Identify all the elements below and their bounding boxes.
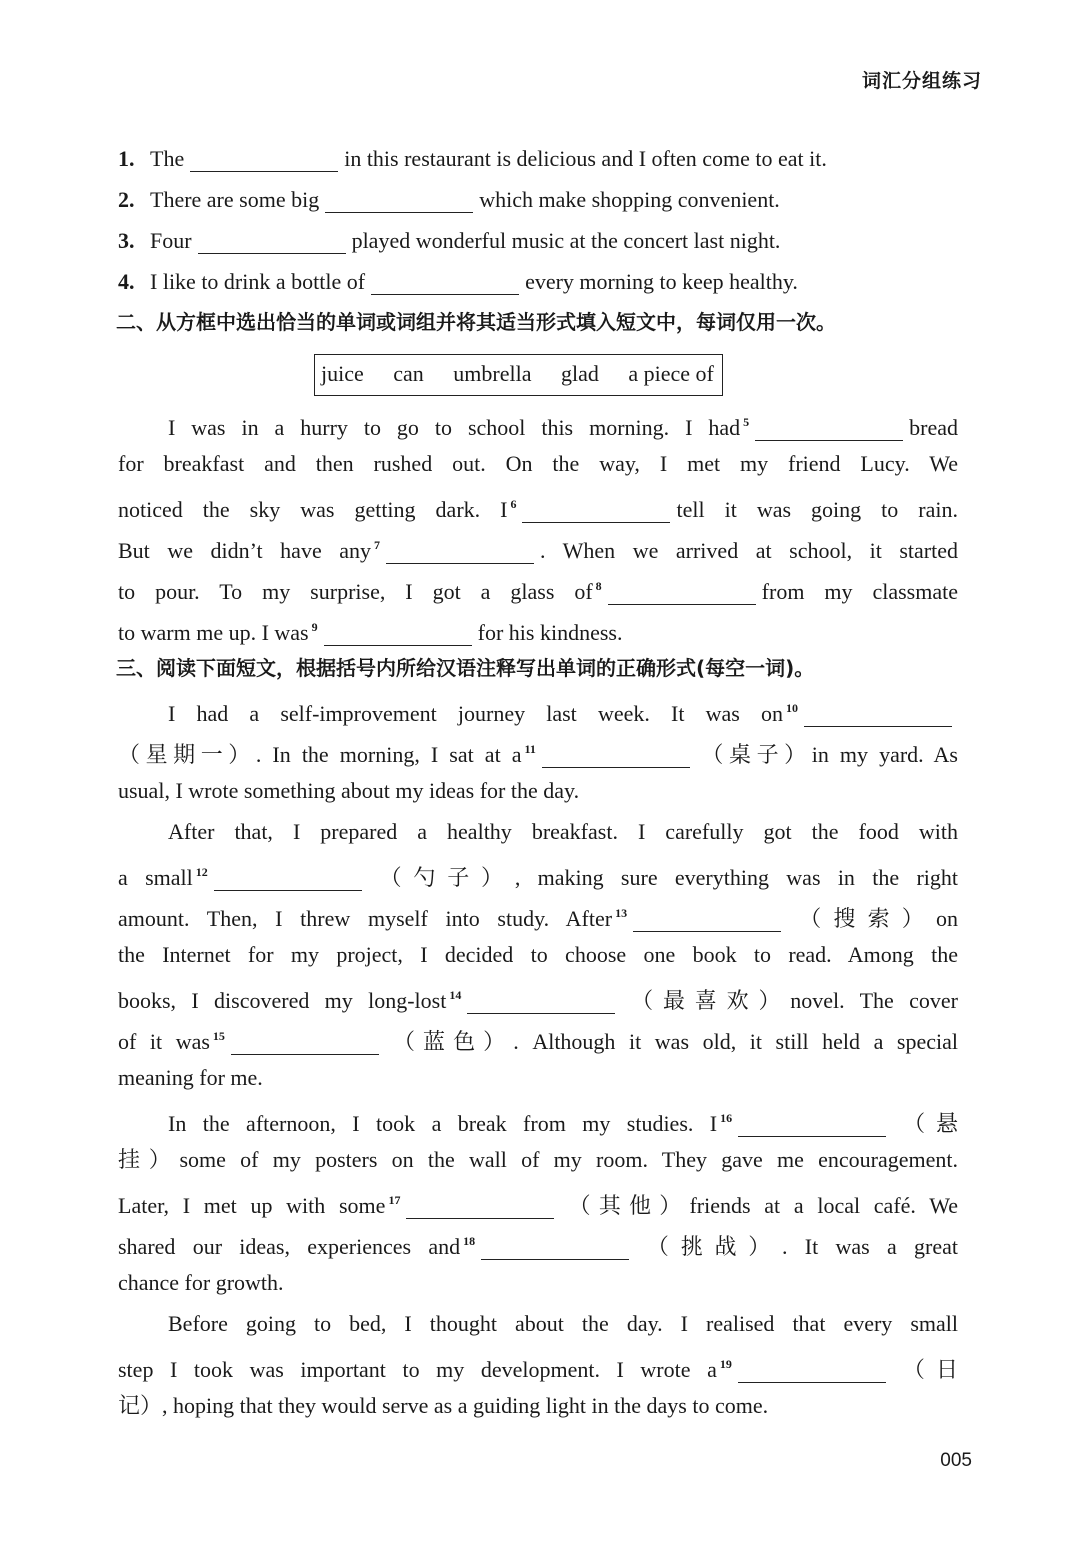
- passage-line: 挂）some of my posters on the wall of my room. They gave me encouragement.: [118, 1147, 958, 1172]
- answer-blank[interactable]: [198, 231, 346, 254]
- item-number: 2.: [118, 187, 135, 212]
- answer-blank[interactable]: [214, 868, 362, 891]
- part1-list: [118, 138, 958, 302]
- answer-blank[interactable]: [755, 418, 903, 441]
- section-3-paragraph-4: [118, 1303, 958, 1426]
- section-3-paragraph-2: [118, 811, 958, 1098]
- worksheet-content: [118, 138, 958, 1426]
- section-3-paragraph-3: [118, 1098, 958, 1303]
- passage-line: Before going to bed, I thought about the day. I realised that every small: [168, 1311, 958, 1336]
- word-bank: [314, 354, 723, 396]
- sentence-end: every morning to keep healthy.: [525, 269, 798, 294]
- section-2-passage: [118, 402, 958, 648]
- page-number: 005: [940, 1450, 972, 1471]
- answer-blank[interactable]: [738, 1360, 886, 1383]
- answer-blank[interactable]: [522, 500, 670, 523]
- answer-blank[interactable]: [386, 541, 534, 564]
- sentence-start: There are some big: [150, 187, 320, 212]
- passage-line: I was in a hurry to go to school this morning. I had $^5$ bread: [168, 415, 958, 440]
- blank-number: 12: [195, 865, 208, 879]
- passage-line: chance for growth.: [118, 1270, 284, 1295]
- passage-line: to warm me up. I was $^9$ for his kindness.: [118, 620, 623, 645]
- answer-blank[interactable]: [406, 1196, 554, 1219]
- answer-blank[interactable]: [542, 745, 690, 768]
- blank-number: 10: [786, 701, 798, 715]
- item-number: 1.: [118, 146, 135, 171]
- list-item: [118, 179, 958, 220]
- answer-blank[interactable]: [481, 1237, 629, 1260]
- passage-line: a small $^{12}$ （勺子）, making sure everything was in the right: [118, 865, 958, 890]
- list-item: [118, 138, 958, 179]
- list-item: [118, 261, 958, 302]
- blank-number: 16: [720, 1111, 733, 1125]
- answer-blank[interactable]: [608, 582, 756, 605]
- sentence-start: Four: [150, 228, 192, 253]
- passage-line: of it was $^{15}$ （蓝色）. Although it was old, it still held a special: [118, 1029, 958, 1054]
- blank-number: 5: [743, 415, 750, 429]
- sentence-end: which make shopping convenient.: [479, 187, 780, 212]
- answer-blank[interactable]: [371, 272, 519, 295]
- section-2-title: 二、从方框中选出恰当的单词或词组并将其适当形式填入短文中，每词仅用一次。: [116, 310, 836, 334]
- passage-line: shared our ideas, experiences and $^{18}$ （挑战）. It was a great: [118, 1234, 958, 1259]
- passage-line: books, I discovered my long-lost $^{14}$ （最喜欢）novel. The cover: [118, 988, 958, 1013]
- word-bank-item: can: [393, 361, 424, 386]
- answer-blank[interactable]: [804, 704, 952, 727]
- sentence-end: in this restaurant is delicious and I often come to eat it.: [344, 146, 827, 171]
- blank-number: 11: [524, 742, 536, 756]
- answer-blank[interactable]: [325, 190, 473, 213]
- passage-line: Later, I met up with some $^{17}$ （其他）friends at a local café. We: [118, 1193, 958, 1218]
- sentence-end: played wonderful music at the concert last night.: [351, 228, 781, 253]
- item-number: 3.: [118, 228, 135, 253]
- answer-blank[interactable]: [738, 1114, 886, 1137]
- passage-line: After that, I prepared a healthy breakfast. I carefully got the food with: [168, 819, 958, 844]
- answer-blank[interactable]: [324, 623, 472, 646]
- passage-line: meaning for me.: [118, 1065, 263, 1090]
- passage-line: for breakfast and then rushed out. On the way, I met my friend Lucy. We: [118, 451, 958, 476]
- word-bank-item: a piece of: [628, 361, 714, 386]
- passage-line: I had a self-improvement journey last week. It was on $^{10}$: [118, 688, 958, 729]
- answer-blank[interactable]: [633, 909, 781, 932]
- answer-blank[interactable]: [231, 1032, 379, 1055]
- passage-line: amount. Then, I threw myself into study. After $^{13}$ （搜索）on: [118, 906, 958, 931]
- passage-line: 记）, hoping that they would serve as a guiding light in the days to come.: [118, 1393, 769, 1418]
- blank-number: 7: [374, 538, 381, 552]
- blank-number: 19: [719, 1357, 732, 1371]
- passage-line: （星期一）. In the morning, I sat at a $^{11}$ （桌子）in my yard. As: [118, 742, 958, 767]
- blank-number: 18: [463, 1234, 476, 1248]
- blank-number: 14: [449, 988, 462, 1002]
- passage-line: to pour. To my surprise, I got a glass of $^8$ from my classmate: [118, 579, 958, 604]
- sentence-start: I like to drink a bottle of: [150, 269, 366, 294]
- passage-line: In the afternoon, I took a break from my studies. I $^{16}$ （悬: [168, 1111, 958, 1136]
- word-bank-item: umbrella: [453, 361, 532, 386]
- section-3-title: 三、阅读下面短文，根据括号内所给汉语注释写出单词的正确形式(每空一词)。: [116, 656, 815, 680]
- passage-line: noticed the sky was getting dark. I $^6$ tell it was going to rain.: [118, 497, 958, 522]
- blank-number: 6: [510, 497, 517, 511]
- passage-line: the Internet for my project, I decided to choose one book to read. Among the: [118, 942, 958, 967]
- blank-number: 9: [311, 620, 318, 634]
- answer-blank[interactable]: [190, 149, 338, 172]
- passage-line: usual, I wrote something about my ideas for the day.: [118, 778, 580, 803]
- word-bank-item: glad: [561, 361, 599, 386]
- passage-line: step I took was important to my development. I wrote a $^{19}$ （日: [118, 1357, 958, 1382]
- running-header: 词汇分组练习: [861, 70, 982, 92]
- word-bank-wrapper: [118, 342, 958, 402]
- answer-blank[interactable]: [467, 991, 615, 1014]
- item-number: 4.: [118, 269, 135, 294]
- blank-number: 17: [388, 1193, 401, 1207]
- word-bank-item: juice: [321, 361, 364, 386]
- list-item: [118, 220, 958, 261]
- blank-number: 15: [212, 1029, 225, 1043]
- blank-number: 13: [615, 906, 628, 920]
- blank-number: 8: [595, 579, 602, 593]
- section-3-paragraph-1: [118, 688, 958, 811]
- passage-line: But we didn’t have any $^7$ . When we arrived at school, it started: [118, 538, 958, 563]
- sentence-start: The: [150, 146, 185, 171]
